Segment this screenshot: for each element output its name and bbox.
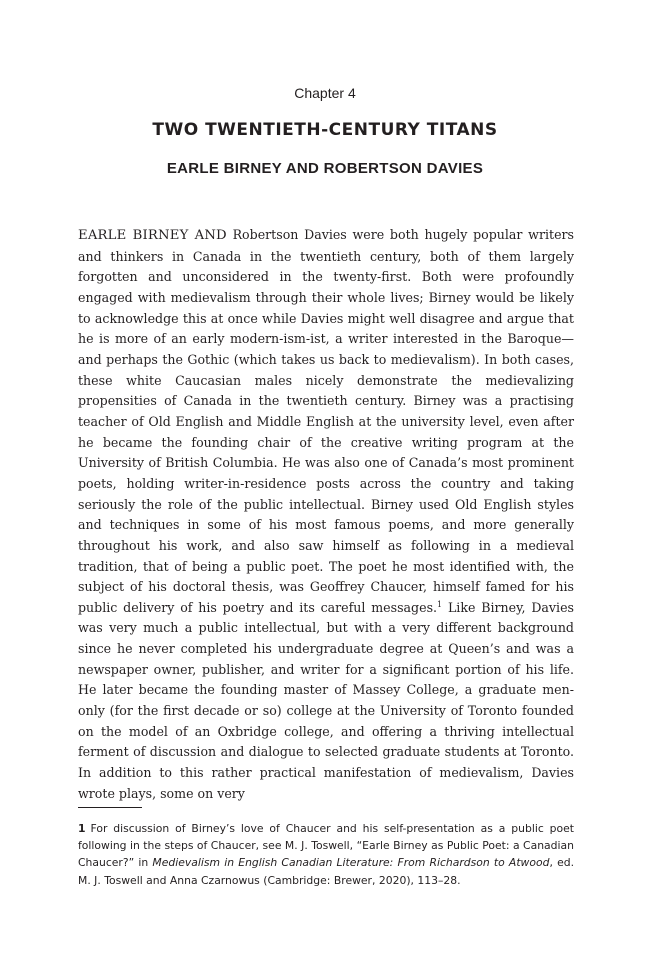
chapter-label: Chapter 4 [294,85,356,101]
paragraph [78,225,574,804]
chapter-subtitle: EARLE BIRNEY AND ROBERTSON DAVIES [166,160,484,177]
paragraph-text-part-1: Robertson Davies were both hugely popular writers and thinkers in Canada in the twentieth century, both of them largely forgotten and unconsidered in the twenty-first. Both were profoundly engaged with medievalism through their whole lives; Birney would be likely to acknowledge this at once while Davies might well disagree and argue that he is more of an early modern-ism-ist, a writer interested in the Baroque—and perhaps the Gothic (which takes us back to medievalism). In both cases, these white Caucasian males nicely demonstrate the medievalizing propensities of Canada in the twentieth century. Birney was a practising teacher of Old English and Middle English at the university level, even after he became the founding chair of the creative writing program at the University of British Columbia. He was also one of Canada’s most prominent poets, holding writer-in-residence posts across the country and taking seriously the role of the public intellectual. Birney used Old English styles and techniques in some of his most famous poems, and more generally throughout his work, and also saw himself as following in a medieval tradition, that of being a public poet. The poet he most identified with, the subject of his doctoral thesis, was Geoffrey Chaucer, himself famed for his public delivery of his poetry and its careful messages. [78,227,574,615]
chapter-title: TWO TWENTIETH-CENTURY TITANS [152,120,498,140]
footnote-text-part-1: For discussion of Birney’s love of Chaucer and his self-presentation as a public poet following in the steps of Chaucer, see M. J. Toswell, “Earle Birney as Public Poet: a Canadian Chaucer?” in [78,822,574,870]
footnote-book-title: Medievalism in English Canadian Literature: From Richardson to Atwood [152,856,550,870]
lead-in-small-caps: EARLE BIRNEY AND [78,228,227,243]
footnote-number: 1 [78,822,86,835]
body-paragraph [78,225,574,804]
footnote [78,820,574,889]
footnote-divider [78,807,142,808]
footnote-reference[interactable]: 1 [437,599,443,609]
footnote-text-part-2: , ed. M. J. Toswell and Anna Czarnowus (Cambridge: Brewer, 2020), 113–28. [78,856,575,887]
paragraph-text-part-2: Like Birney, Davies was very much a public intellectual, but with a very different background since he never completed his undergraduate degree at Queen’s and was a newspaper owner, publisher, and writer for a significant portion of his life. He later became the founding master of Massey College, a graduate men-only (for the first decade or so) college at the University of Toronto founded on the model of an Oxbridge college, and offering a thriving intellectual ferment of discussion and dialogue to selected graduate students at Toronto. In addition to this rather practical manifestation of medievalism, Davies wrote plays, some on very [78,599,574,801]
footnote-paragraph [78,820,574,889]
